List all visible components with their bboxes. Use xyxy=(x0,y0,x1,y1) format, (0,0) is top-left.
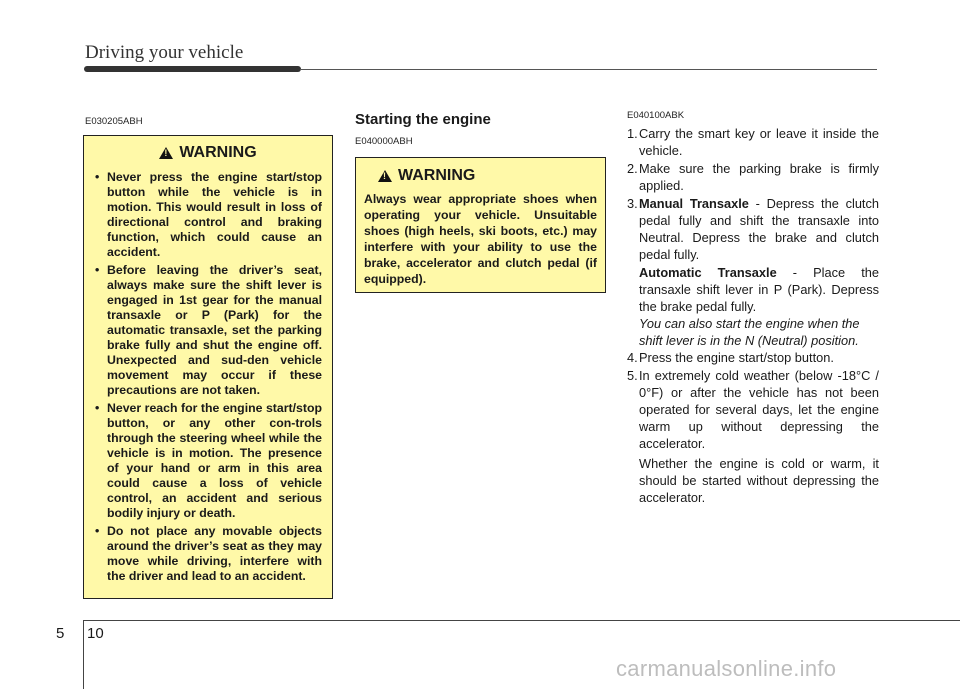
header-accent-bar xyxy=(84,66,301,72)
manual-transaxle-text: - Depress the clutch pedal fully and shift the transaxle into Neutral. Depress the brake and clutch pedal fully. xyxy=(639,196,880,262)
step-3-manual xyxy=(639,195,879,263)
step-text: Make sure the parking brake is firmly applied. xyxy=(639,161,879,193)
step-number: 3. xyxy=(627,196,638,211)
manual-transaxle-label: Manual Transaxle xyxy=(639,196,749,211)
step-number: 4. xyxy=(627,350,638,365)
footer-divider xyxy=(83,620,84,689)
step-2 xyxy=(627,160,879,194)
warning-title: WARNING xyxy=(179,144,257,161)
step-number: 1. xyxy=(627,126,638,141)
right-section-code: E040100ABK xyxy=(627,110,685,121)
warning-triangle-icon xyxy=(159,147,173,159)
footer-rule xyxy=(83,620,960,621)
page-header-title: Driving your vehicle xyxy=(85,42,244,63)
warning-list xyxy=(94,170,322,584)
step-text: Press the engine start/stop button. xyxy=(639,350,834,365)
warning-title: WARNING xyxy=(398,167,476,184)
step-number: 2. xyxy=(627,161,638,176)
warning-header xyxy=(94,144,322,162)
warning-header xyxy=(378,167,597,185)
step-1 xyxy=(627,125,879,159)
step-3-automatic xyxy=(627,264,879,315)
middle-section-code: E040000ABH xyxy=(355,136,413,147)
page-number: 10 xyxy=(87,625,104,642)
step-text: Carry the smart key or leave it inside the vehicle. xyxy=(639,126,879,158)
warning-item: • Never press the engine start/stop button while the vehicle is in motion. This would result in loss of directional control and braking function, which could cause an accident. xyxy=(94,170,322,260)
starting-steps xyxy=(627,125,879,506)
warning-item: • Never reach for the engine start/stop button, or any other con-trols through the steering wheel while the vehicle is in motion. The presence of your hand or arm in this area could cause a loss of vehicle control, an accident and serious bodily injury or death. xyxy=(94,401,322,521)
left-section-code: E030205ABH xyxy=(85,116,143,127)
watermark: carmanualsonline.info xyxy=(616,656,837,681)
step-3 xyxy=(627,195,879,263)
step-3-note: You can also start the engine when the shift lever is in the N (Neutral) position. xyxy=(639,316,860,348)
automatic-transaxle-text: - Place the transaxle shift lever in P (Park). Depress the brake pedal fully. xyxy=(639,265,880,314)
step-number: 5. xyxy=(627,368,638,383)
warning-box-left xyxy=(83,135,333,599)
automatic-transaxle-label: Automatic Transaxle xyxy=(639,265,777,280)
header-rule xyxy=(300,69,877,70)
section-heading: Starting the engine xyxy=(355,111,491,128)
step-5-extra: Whether the engine is cold or warm, it should be started without depressing the accelerator. xyxy=(639,456,879,505)
warning-item: • Do not place any movable objects around the driver’s seat as they may move while driving, interfere with the driver and lead to an accident. xyxy=(94,524,322,584)
step-5 xyxy=(627,367,879,452)
section-number: 5 xyxy=(56,625,65,642)
warning-triangle-icon xyxy=(378,170,392,182)
warning-item: • Before leaving the driver’s seat, always make sure the shift lever is engaged in 1st gear for the manual transaxle or P (Park) for the automatic transaxle, set the parking brake fully and shut the engine off. Unexpected and sud-den vehicle movement may occur if these precautions are not taken. xyxy=(94,263,322,398)
step-4 xyxy=(627,349,879,366)
warning-text: Always wear appropriate shoes when operating your vehicle. Unsuitable shoes (high heels, ski boots, etc.) may interfere with your ability to use the brake, accelerator and clutch pedal (if equipped). xyxy=(364,192,597,286)
step-text: In extremely cold weather (below -18°C / 0°F) or after the vehicle has not been operated for several days, let the engine warm up without depressing the accelerator. xyxy=(639,368,879,451)
warning-box-middle xyxy=(355,157,606,293)
